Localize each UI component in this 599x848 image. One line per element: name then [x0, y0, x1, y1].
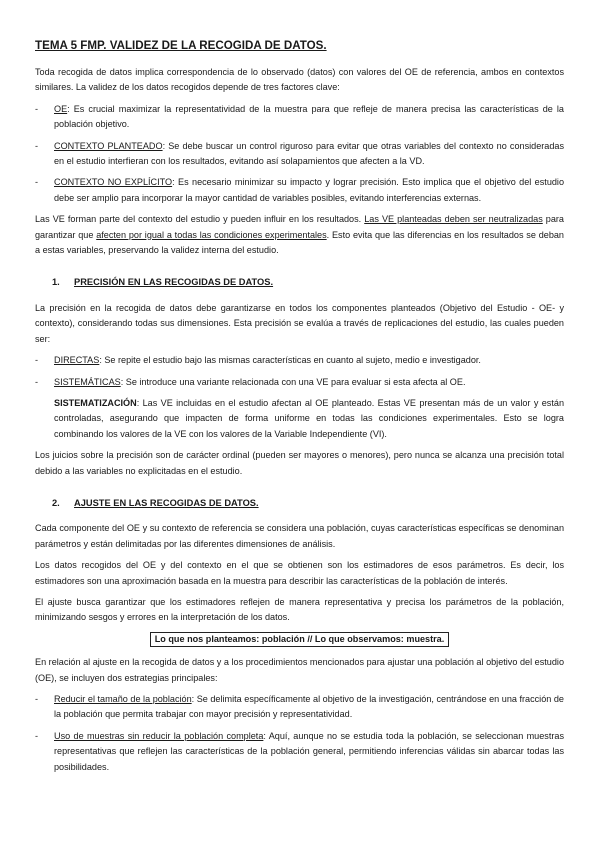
- boxed-note: Lo que nos planteamos: población // Lo que observamos: muestra.: [150, 632, 450, 647]
- item-text: : Se repite el estudio bajo las mismas características en cuanto al sujeto, medio e investigador.: [99, 355, 481, 366]
- item-text: : Se delimita específicamente al objetivo de la investigación, centrándose en una fracción de la población que permita trabajar con mayor precisión y representatividad.: [54, 694, 564, 720]
- item-text: : Aquí, aunque no se estudia toda la población, se seleccionan muestras representativas que reflejen las características de la población general, permitiendo inferencias válidas sin abarcar todas las posibilidades.: [54, 730, 564, 772]
- replication-list: [35, 353, 564, 390]
- factor-term: CONTEXTO NO EXPLÍCITO: [54, 177, 173, 188]
- item-term: DIRECTAS: [54, 355, 100, 366]
- ajuste-paragraph-3: El ajuste busca garantizar que los estimadores reflejen de manera representativa y precisa los parámetros de la población, minimizando sesgos y errores en la interpretación de los datos.: [35, 596, 564, 623]
- ve-paragraph: [35, 212, 564, 258]
- ve-underlined: afecten por igual a todas las condiciones experimentales: [96, 229, 327, 240]
- ajuste-paragraph-2: Los datos recogidos del OE y del contexto en el que se obtienen son los estimadores de esos parámetros. Es decir, los estimadores son una aproximación basada en la muestra para describir las características de la población de interés.: [35, 560, 564, 586]
- ve-text: Las VE forman parte del contexto del estudio y pueden influir en los resultados.: [35, 214, 365, 225]
- section-number: 2.: [52, 497, 60, 508]
- precision-closing: Los juicios sobre la precisión son de carácter ordinal (pueden ser mayores o menores), pero nunca se alcanza una precisión total debido a las variables no explicitadas en el estudio.: [35, 450, 564, 476]
- ajuste-paragraph-4: En relación al ajuste en la recogida de datos y a los procedimientos mencionados para ajustar una población al objetivo del estudio (OE), se incluyen dos estrategias principales:: [35, 657, 564, 683]
- list-item: [35, 692, 564, 723]
- list-item: [35, 139, 564, 170]
- list-item: [35, 729, 564, 775]
- factor-text: : Se debe buscar un control riguroso para evitar que otras variables del contexto no consideradas en el estudio interfieran con los resultados, evitando así solapamientos que afecten a la VD.: [54, 140, 564, 167]
- item-term: SISTEMÁTICAS: [54, 376, 121, 387]
- sistematizacion-text: : Las VE incluidas en el estudio afectan al OE planteado. Estas VE presentan más de un valor y están controladas, asegurando que impacten de forma uniforme en todas las condiciones experimentales. Esto se logra combinando los valores de la VE con los valores de la Variable Independiente (VI).: [54, 397, 564, 439]
- boxed-note-wrap: [35, 632, 564, 647]
- factor-text: : Es necesario minimizar su impacto y lograr precisión. Esto implica que el objetivo del estudio debe ser amplio para incorporar la mayor cantidad de variables posibles, evitando interferencias externas.: [54, 177, 565, 203]
- item-term: Reducir el tamaño de la población: [54, 694, 192, 704]
- list-item: [35, 353, 564, 368]
- factors-list: [35, 102, 564, 206]
- section-title: AJUSTE EN LAS RECOGIDAS DE DATOS.: [74, 497, 259, 508]
- ve-underlined: Las VE planteadas deben ser neutralizadas: [364, 214, 543, 225]
- intro-paragraph: Toda recogida de datos implica correspondencia de lo observado (datos) con valores del OE de referencia, ambos en contextos similares. La validez de los datos recogidos depende de tres factores clave:: [35, 67, 564, 93]
- section-heading-precision: [35, 275, 564, 290]
- ajuste-paragraph-1: Cada componente del OE y su contexto de referencia se considera una población, cuyas características específicas se denominan parámetros y están delimitadas por las diferentes dimensiones de análisis.: [35, 523, 564, 549]
- factor-text: : Es crucial maximizar la representatividad de la muestra para que refleje de manera precisa las características de la población objetivo.: [54, 103, 564, 130]
- sistematizacion-term: SISTEMATIZACIÓN: [54, 397, 137, 408]
- item-term: Uso de muestras sin reducir la población completa: [54, 730, 264, 741]
- factor-term: CONTEXTO PLANTEADO: [54, 140, 163, 151]
- section-heading-ajuste: [35, 496, 564, 511]
- list-item: [35, 102, 564, 133]
- factor-term: OE: [54, 103, 68, 114]
- sistematizacion-paragraph: [35, 396, 564, 442]
- item-text: : Se introduce una variante relacionada con una VE para evaluar si esta afecta al OE.: [120, 376, 466, 387]
- document-title: TEMA 5 FMP. VALIDEZ DE LA RECOGIDA DE DATOS.: [35, 39, 327, 52]
- list-item: [35, 375, 564, 390]
- section-number: 1.: [52, 277, 60, 288]
- precision-intro: La precisión en la recogida de datos debe garantizarse en todos los componentes planteados (Objetivo del Estudio - OE- y contexto), considerando todas sus dimensiones. Esta precisión se evalúa a través de replicaciones del estudio, las cuales pueden ser:: [35, 302, 564, 344]
- ve-text: para garantizar que: [35, 214, 564, 240]
- ve-text: . Esto evita que las diferencias en los resultados se deban a estas variables, preservando la validez interna del estudio.: [35, 229, 564, 256]
- list-item: [35, 175, 564, 206]
- strategies-list: [35, 692, 564, 775]
- section-title: PRECISIÓN EN LAS RECOGIDAS DE DATOS.: [74, 277, 274, 288]
